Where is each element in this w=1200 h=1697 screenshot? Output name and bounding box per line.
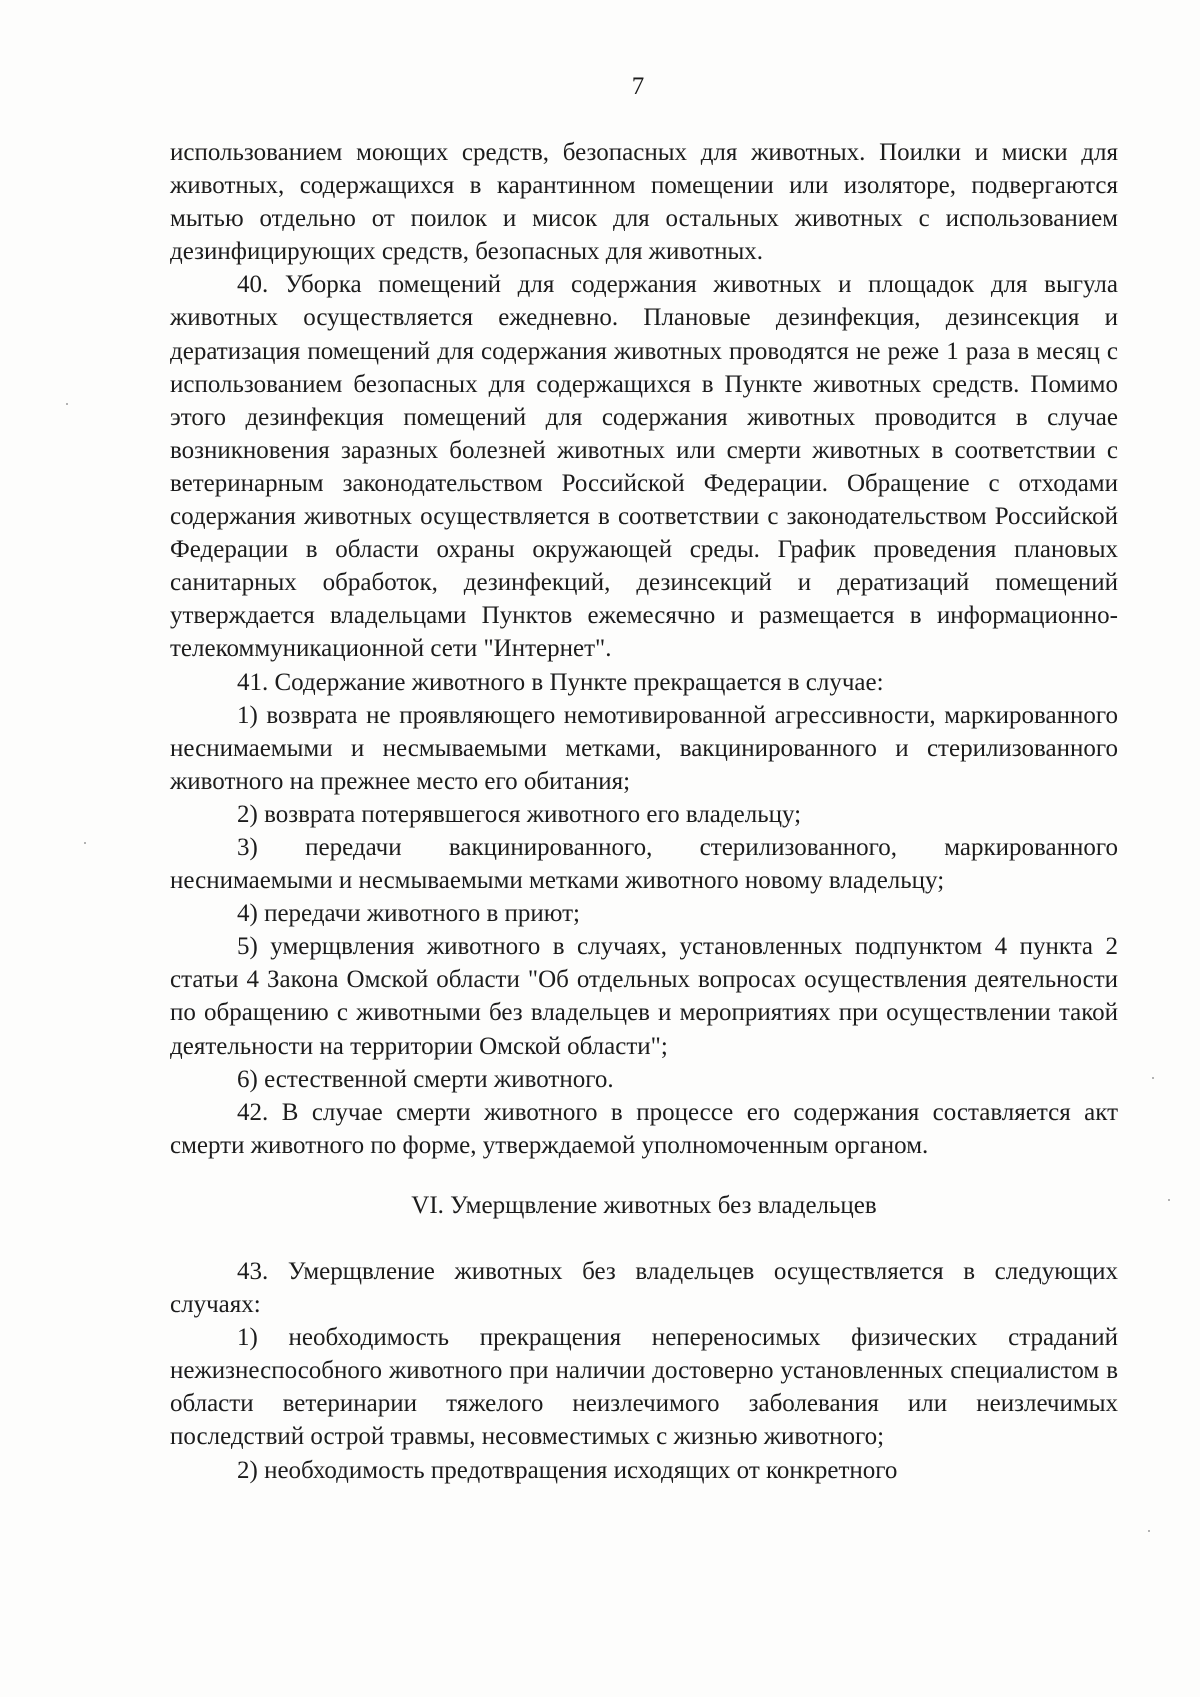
scan-speck [66,403,68,405]
paragraph-41: 41. Содержание животного в Пункте прекращается в случае: [237,668,884,696]
list-item-41-4: 4) передачи животного в приют; [237,900,581,928]
paragraph-40: 40. Уборка помещений для содержания животных и площадок для выгула животных осуществляется ежедневно. Плановые дезинфекция, дезинсекция и дератизация помещений для содержания животных проводятся не реже 1 раза в месяц с использованием безопасных для содержащихся в Пункте животных средств. Помимо этого дезинфекция помещений для содержания животных проводится в случае возникновения заразных болезней животных или смерти животных в соответствии с ветеринарным законодательством Российской Федерации. Обращение с отходами содержания животных осуществляется в соответствии с законодательством Российской Федерации в области охраны окружающей среды. График проведения плановых санитарных обработок, дезинфекций, дезинсекций и дератизаций помещений утверждается владельцами Пунктов ежемесячно и размещается в информационно-телекоммуникационной сети "Интернет". [170,271,1118,663]
list-item-43-2: 2) необходимость предотвращения исходящих от конкретного [237,1456,898,1484]
section-heading: VI. Умерщвление животных без владельцев [411,1191,877,1219]
scan-speck [1168,1199,1170,1201]
paragraph-43: 43. Умерщвление животных без владельцев осуществляется в следующих случаях: [170,1258,1118,1319]
scan-speck [1152,1077,1154,1079]
scan-speck [84,842,86,844]
list-item-41-6: 6) естественной смерти животного. [237,1065,614,1093]
scan-speck [1148,1530,1150,1532]
list-item-41-3: 3) передачи вакцинированного, стерилизованного, маркированного неснимаемыми и несмываемыми метками животного новому владельцу; [170,833,1118,895]
list-item-41-1: 1) возврата не проявляющего немотивированной агрессивности, маркированного неснимаемыми и несмываемыми метками, вакцинированного и стерилизованного животного на прежнее место его обитания; [170,701,1118,795]
paragraph-42: 42. В случае смерти животного в процессе его содержания составляется акт смерти животного по форме, утверждаемой уполномоченным органом. [170,1098,1118,1159]
document-body [170,136,1118,1487]
list-item-43-1: 1) необходимость прекращения непереносимых физических страданий нежизнеспособного животного при наличии достоверно установленных специалистом в области ветеринарии тяжелого неизлечимого заболевания или неизлечимых последствий острой травмы, несовместимых с жизнью животного; [170,1324,1118,1451]
list-item-41-2: 2) возврата потерявшегося животного его владельцу; [237,800,802,828]
paragraph-continuation: использованием моющих средств, безопасных для животных. Поилки и миски для животных, содержащихся в карантинном помещении или изоляторе, подвергаются мытью отдельно от поилок и мисок для остальных животных с использованием дезинфицирующих средств, безопасных для животных. [170,139,1118,266]
list-item-41-5: 5) умерщвления животного в случаях, установленных подпунктом 4 пункта 2 статьи 4 Закона Омской области "Об отдельных вопросах осуществления деятельности по обращению с животными без владельцев и мероприятиях при осуществлении такой деятельности на территории Омской области"; [170,933,1118,1060]
page-number: 7 [631,73,645,100]
